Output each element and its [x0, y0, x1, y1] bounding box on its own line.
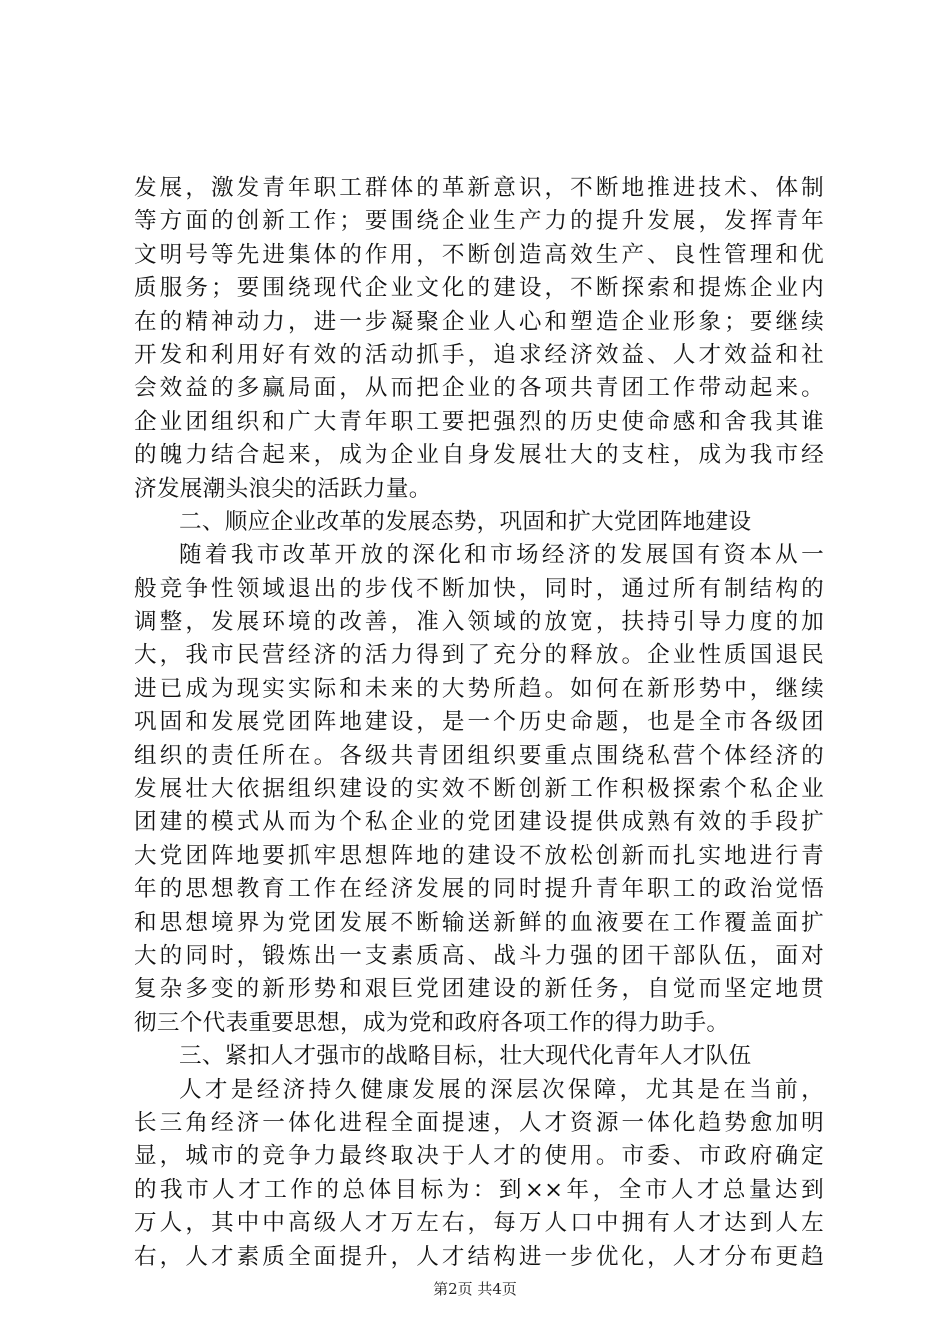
page-footer: [0, 1278, 950, 1299]
text-line: 大的同时，锻炼出一支素质高、战斗力强的团干部队伍，面对: [134, 942, 824, 969]
text-line: 的我市人才工作的总体目标为：到××年，全市人才总量达到: [134, 1176, 824, 1203]
section-heading: 二、顺应企业改革的发展态势，巩固和扩大党团阵地建设: [179, 508, 752, 535]
section-heading: 三、紧扣人才强市的战略目标，壮大现代化青年人才队伍: [179, 1043, 752, 1070]
text-line: 等方面的创新工作；要围绕企业生产力的提升发展，发挥青年: [134, 208, 824, 235]
text-line: 的魄力结合起来，成为企业自身发展壮大的支柱，成为我市经: [134, 442, 824, 469]
text-line: 大，我市民营经济的活力得到了充分的释放。企业性质国退民: [134, 642, 824, 669]
text-line: 开发和利用好有效的活动抓手，追求经济效益、人才效益和社: [134, 341, 824, 368]
text-line: 万人，其中中高级人才万左右，每万人口中拥有人才达到人左: [134, 1210, 824, 1237]
text-line: 般竞争性领域退出的步伐不断加快，同时，通过所有制结构的: [134, 575, 824, 602]
text-line: 质服务；要围绕现代企业文化的建设，不断探索和提炼企业内: [134, 275, 824, 302]
text-line: 和思想境界为党团发展不断输送新鲜的血液要在工作覆盖面扩: [134, 909, 824, 936]
text-line: 企业团组织和广大青年职工要把强烈的历史使命感和舍我其谁: [134, 408, 824, 435]
text-line: 随着我市改革开放的深化和市场经济的发展国有资本从一: [179, 542, 824, 569]
text-line: 长三角经济一体化进程全面提速，人才资源一体化趋势愈加明: [134, 1109, 824, 1136]
text-line: 文明号等先进集体的作用，不断创造高效生产、良性管理和优: [134, 241, 824, 268]
page-number: 第2页 共4页: [433, 1280, 517, 1298]
text-line: 团建的模式从而为个私企业的党团建设提供成熟有效的手段扩: [134, 809, 824, 836]
text-line: 大党团阵地要抓牢思想阵地的建设不放松创新而扎实地进行青: [134, 842, 824, 869]
text-line: 右，人才素质全面提升，人才结构进一步优化，人才分布更趋: [134, 1243, 824, 1270]
text-line: 复杂多变的新形势和艰巨党团建设的新任务，自觉而坚定地贯: [134, 976, 824, 1003]
text-line: 会效益的多赢局面，从而把企业的各项共青团工作带动起来。: [134, 375, 824, 402]
text-line: 彻三个代表重要思想，成为党和政府各项工作的得力助手。: [134, 1009, 730, 1036]
text-line: 巩固和发展党团阵地建设，是一个历史命题，也是全市各级团: [134, 709, 824, 736]
text-line: 发展，激发青年职工群体的革新意识，不断地推进技术、体制: [134, 175, 824, 201]
text-line: 济发展潮头浪尖的活跃力量。: [134, 475, 432, 502]
text-line: 进已成为现实实际和未来的大势所趋。如何在新形势中，继续: [134, 675, 824, 702]
text-line: 人才是经济持久健康发展的深层次保障，尤其是在当前，: [179, 1076, 824, 1103]
text-line: 组织的责任所在。各级共青团组织要重点围绕私营个体经济的: [134, 742, 824, 769]
text-line: 年的思想教育工作在经济发展的同时提升青年职工的政治觉悟: [134, 876, 824, 903]
text-line: 显，城市的竞争力最终取决于人才的使用。市委、市政府确定: [134, 1143, 824, 1170]
text-line: 在的精神动力，进一步凝聚企业人心和塑造企业形象；要继续: [134, 308, 824, 335]
document-body: [134, 172, 824, 1274]
text-line: 调整，发展环境的改善，准入领域的放宽，扶持引导力度的加: [134, 609, 824, 636]
text-line: 发展壮大依据组织建设的实效不断创新工作积极探索个私企业: [134, 776, 824, 803]
